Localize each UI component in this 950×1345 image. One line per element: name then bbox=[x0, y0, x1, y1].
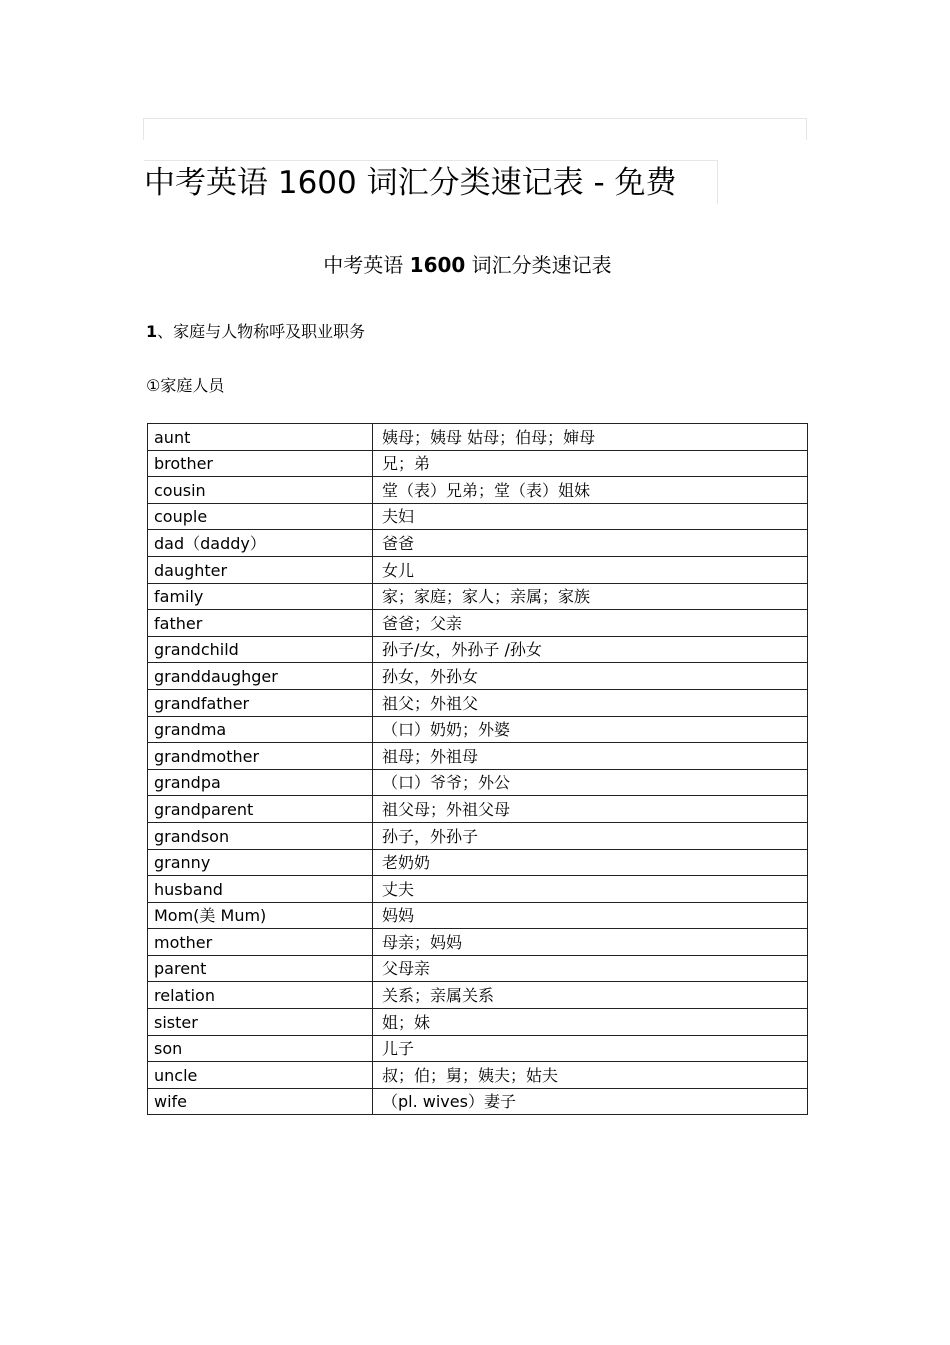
chinese-meaning-cell: 母亲；妈妈 bbox=[373, 929, 808, 956]
table-row bbox=[148, 716, 808, 743]
english-word-cell: family bbox=[148, 583, 373, 610]
subsection-heading: ①家庭人员 bbox=[146, 376, 225, 395]
english-word-cell: grandparent bbox=[148, 796, 373, 823]
table-row bbox=[148, 743, 808, 770]
english-word-cell: husband bbox=[148, 876, 373, 903]
table-row bbox=[148, 583, 808, 610]
chinese-meaning-cell: （口）奶奶；外婆 bbox=[373, 716, 808, 743]
subtitle-prefix: 中考英语 bbox=[323, 253, 410, 277]
table-row bbox=[148, 929, 808, 956]
table-row bbox=[148, 1088, 808, 1115]
document-title: 中考英语 1600 词汇分类速记表 - 免费 bbox=[144, 160, 718, 204]
section-number: 1 bbox=[146, 322, 158, 341]
english-word-cell: wife bbox=[148, 1088, 373, 1115]
english-word-cell: grandfather bbox=[148, 689, 373, 716]
chinese-meaning-cell: 孙子，外孙子 bbox=[373, 822, 808, 849]
english-word-cell: grandson bbox=[148, 822, 373, 849]
english-word-cell: couple bbox=[148, 503, 373, 530]
table-row bbox=[148, 1035, 808, 1062]
table-row bbox=[148, 556, 808, 583]
table-row bbox=[148, 610, 808, 637]
table-row bbox=[148, 689, 808, 716]
chinese-meaning-cell: 丈夫 bbox=[373, 876, 808, 903]
table-row bbox=[148, 424, 808, 451]
chinese-meaning-cell: 儿子 bbox=[373, 1035, 808, 1062]
table-row bbox=[148, 955, 808, 982]
english-word-cell: grandmother bbox=[148, 743, 373, 770]
english-word-cell: dad（daddy） bbox=[148, 530, 373, 557]
chinese-meaning-cell: 关系；亲属关系 bbox=[373, 982, 808, 1009]
english-word-cell: uncle bbox=[148, 1062, 373, 1089]
subtitle-suffix: 词汇分类速记表 bbox=[465, 253, 612, 277]
english-word-cell: granny bbox=[148, 849, 373, 876]
chinese-meaning-cell: 夫妇 bbox=[373, 503, 808, 530]
table-row bbox=[148, 477, 808, 504]
chinese-meaning-cell: 姐；妹 bbox=[373, 1009, 808, 1036]
english-word-cell: brother bbox=[148, 450, 373, 477]
chinese-meaning-cell: 兄；弟 bbox=[373, 450, 808, 477]
chinese-meaning-cell: 叔；伯；舅；姨夫；姑夫 bbox=[373, 1062, 808, 1089]
chinese-meaning-cell: （pl. wives）妻子 bbox=[373, 1088, 808, 1115]
table-row bbox=[148, 636, 808, 663]
table-row bbox=[148, 663, 808, 690]
english-word-cell: daughter bbox=[148, 556, 373, 583]
chinese-meaning-cell: 家；家庭；家人；亲属；家族 bbox=[373, 583, 808, 610]
english-word-cell: aunt bbox=[148, 424, 373, 451]
chinese-meaning-cell: 孙子/女，外孙子 /孙女 bbox=[373, 636, 808, 663]
table-row bbox=[148, 902, 808, 929]
table-row bbox=[148, 503, 808, 530]
english-word-cell: father bbox=[148, 610, 373, 637]
chinese-meaning-cell: 爸爸；父亲 bbox=[373, 610, 808, 637]
table-row bbox=[148, 1062, 808, 1089]
english-word-cell: parent bbox=[148, 955, 373, 982]
chinese-meaning-cell: 祖父；外祖父 bbox=[373, 689, 808, 716]
header-rule bbox=[143, 118, 807, 140]
chinese-meaning-cell: 老奶奶 bbox=[373, 849, 808, 876]
vocabulary-table bbox=[147, 423, 808, 1115]
vocabulary-table-body bbox=[148, 424, 808, 1115]
table-row bbox=[148, 769, 808, 796]
english-word-cell: sister bbox=[148, 1009, 373, 1036]
english-word-cell: cousin bbox=[148, 477, 373, 504]
table-row bbox=[148, 796, 808, 823]
english-word-cell: son bbox=[148, 1035, 373, 1062]
table-row bbox=[148, 1009, 808, 1036]
chinese-meaning-cell: 祖父母；外祖父母 bbox=[373, 796, 808, 823]
table-row bbox=[148, 822, 808, 849]
english-word-cell: grandpa bbox=[148, 769, 373, 796]
chinese-meaning-cell: 女儿 bbox=[373, 556, 808, 583]
english-word-cell: grandchild bbox=[148, 636, 373, 663]
chinese-meaning-cell: 祖母；外祖母 bbox=[373, 743, 808, 770]
chinese-meaning-cell: 堂（表）兄弟；堂（表）姐妹 bbox=[373, 477, 808, 504]
english-word-cell: grandma bbox=[148, 716, 373, 743]
section-label: 、家庭与人物称呼及职业职务 bbox=[157, 322, 366, 341]
chinese-meaning-cell: 姨母；姨母 姑母；伯母；婶母 bbox=[373, 424, 808, 451]
table-row bbox=[148, 982, 808, 1009]
table-row bbox=[148, 530, 808, 557]
chinese-meaning-cell: （口）爷爷；外公 bbox=[373, 769, 808, 796]
chinese-meaning-cell: 孙女，外孙女 bbox=[373, 663, 808, 690]
table-row bbox=[148, 876, 808, 903]
english-word-cell: mother bbox=[148, 929, 373, 956]
english-word-cell: Mom(美 Mum) bbox=[148, 902, 373, 929]
chinese-meaning-cell: 父母亲 bbox=[373, 955, 808, 982]
section-heading bbox=[146, 320, 365, 344]
subtitle-number: 1600 bbox=[409, 253, 466, 277]
english-word-cell: granddaughger bbox=[148, 663, 373, 690]
table-row bbox=[148, 849, 808, 876]
document-subtitle bbox=[0, 250, 935, 280]
english-word-cell: relation bbox=[148, 982, 373, 1009]
table-row bbox=[148, 450, 808, 477]
chinese-meaning-cell: 妈妈 bbox=[373, 902, 808, 929]
chinese-meaning-cell: 爸爸 bbox=[373, 530, 808, 557]
